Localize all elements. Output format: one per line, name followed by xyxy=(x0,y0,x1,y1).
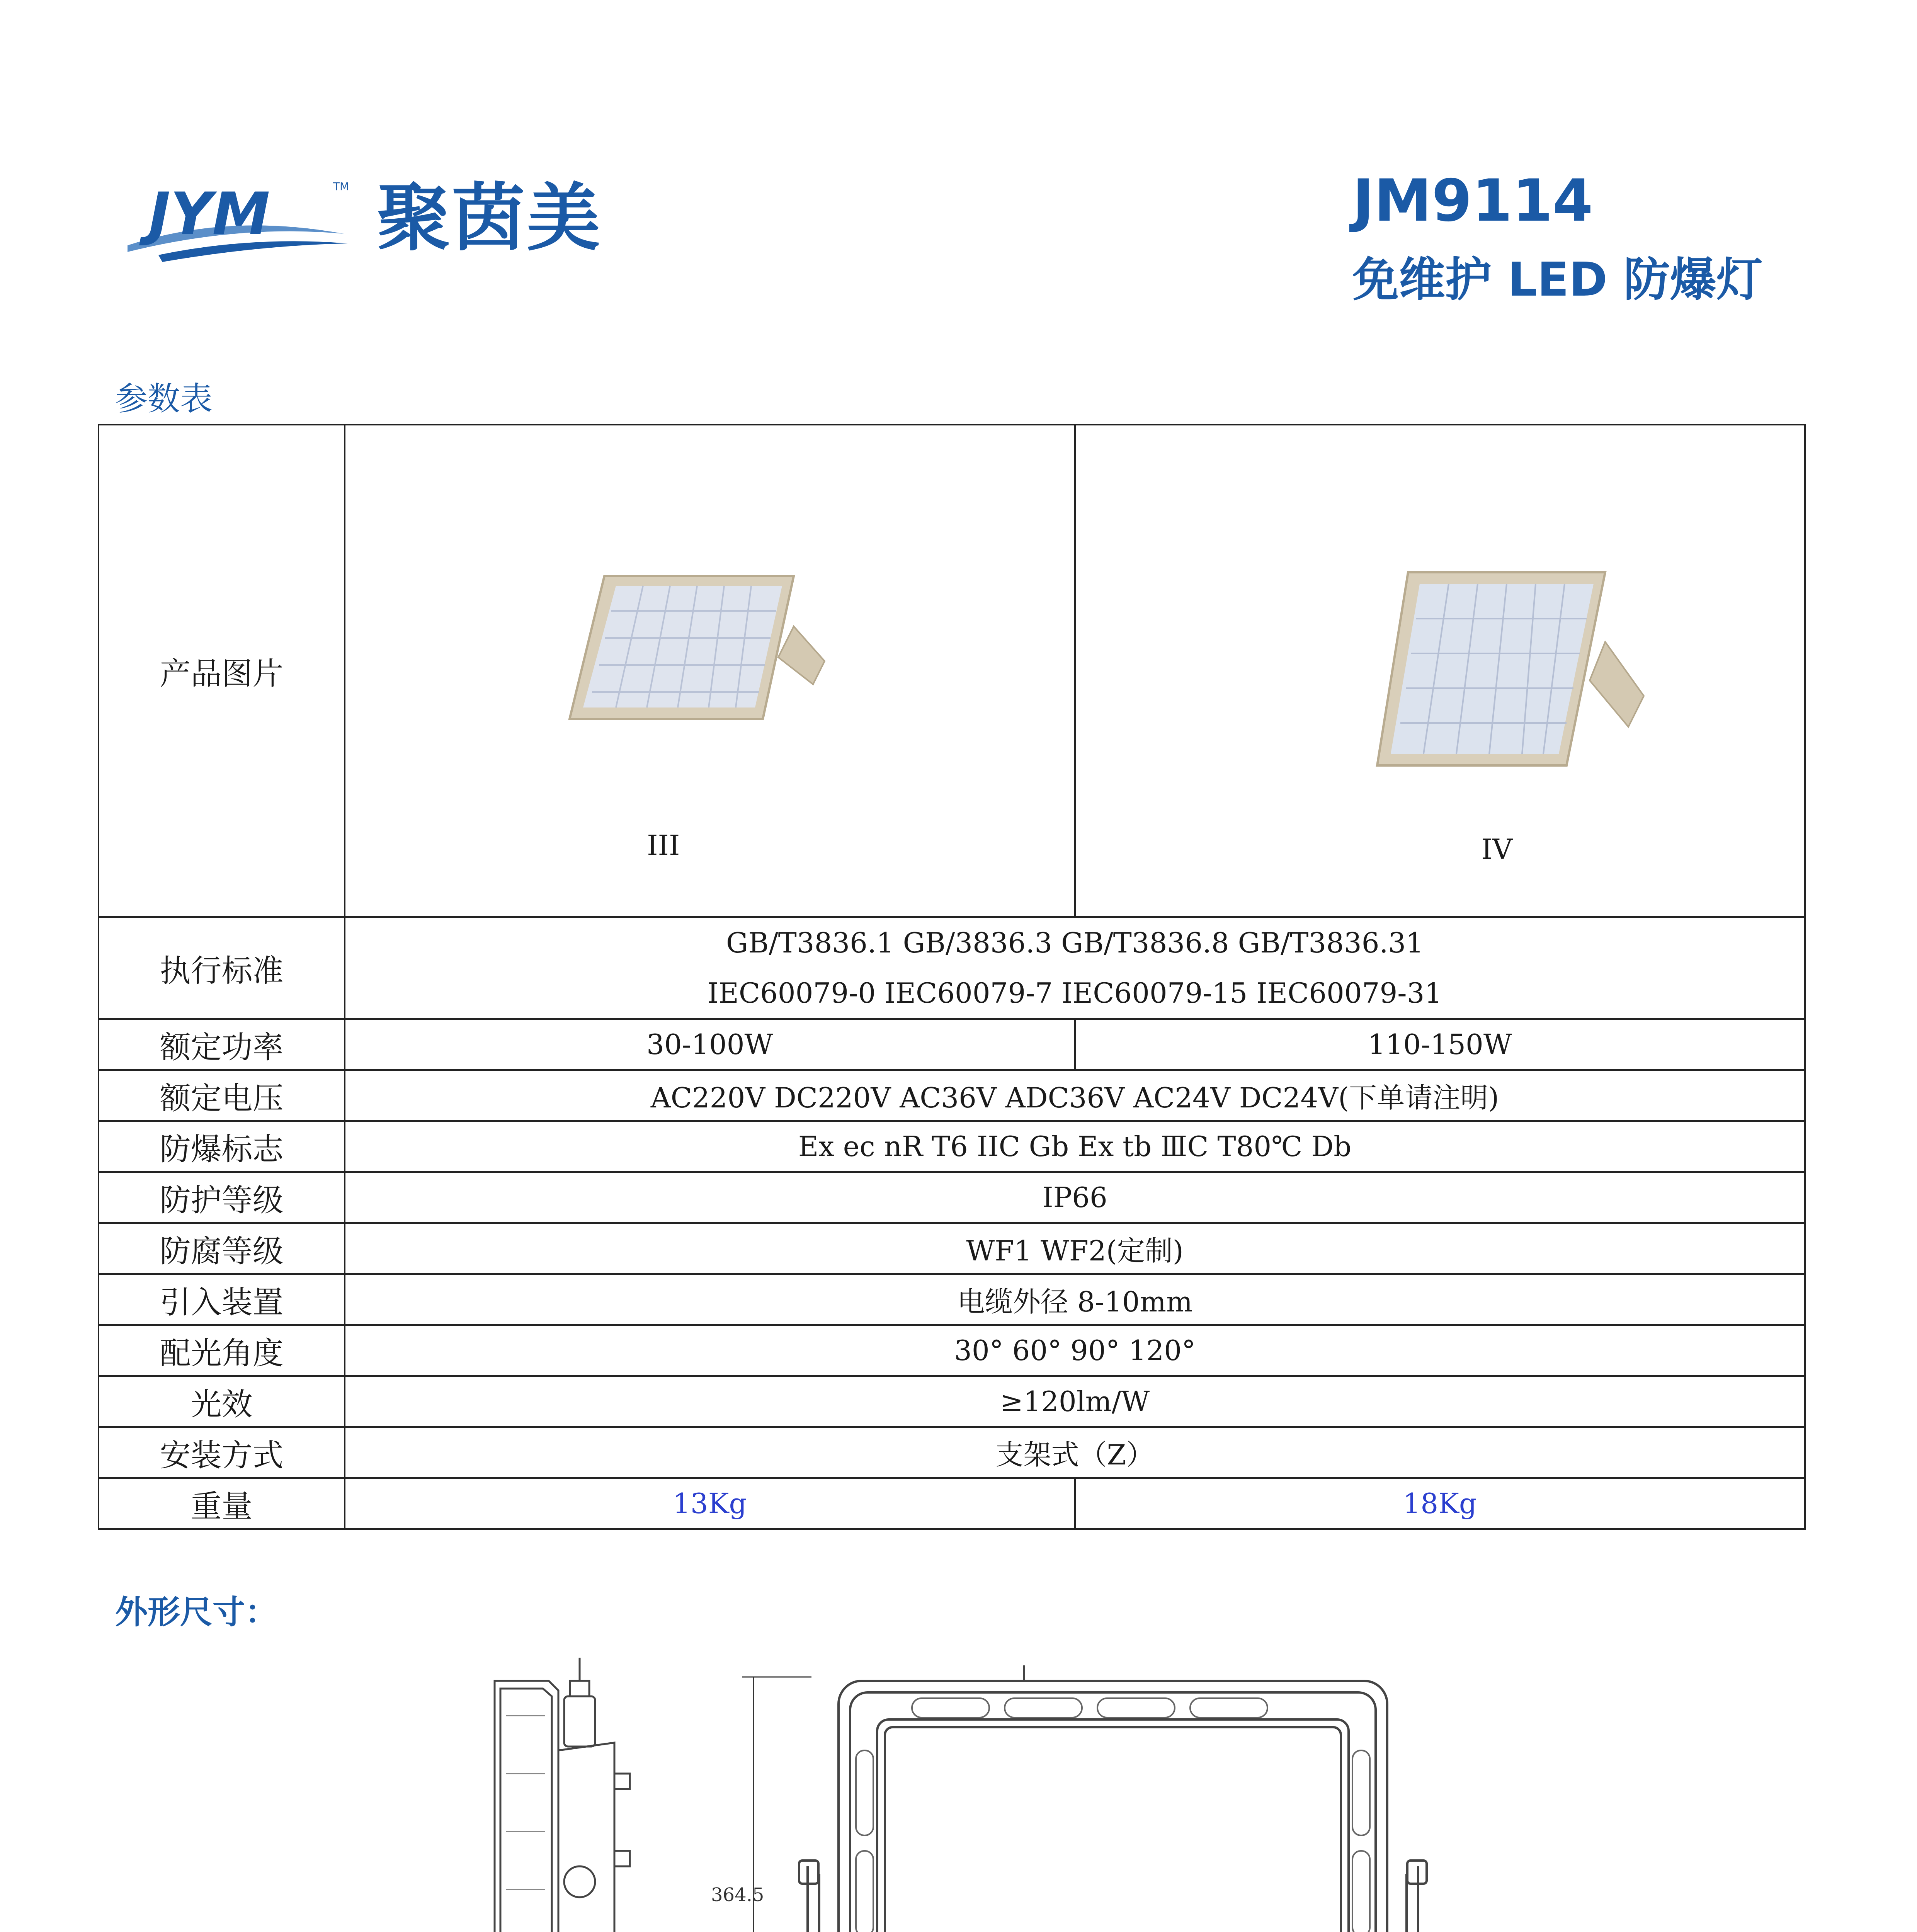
table-row-corrosion xyxy=(99,1223,1805,1274)
row-label: 防爆标志 xyxy=(99,1121,345,1172)
row-label: 重量 xyxy=(99,1478,345,1529)
row-label: 配光角度 xyxy=(99,1325,345,1376)
row-value: IP66 xyxy=(345,1172,1805,1223)
row-label: 安装方式 xyxy=(99,1427,345,1478)
side-view-drawing xyxy=(483,1658,676,1932)
row-label: 产品图片 xyxy=(99,425,345,917)
table-row-ip xyxy=(99,1172,1805,1223)
product-image-cell-iii xyxy=(345,425,1075,917)
table-row-voltage xyxy=(99,1070,1805,1121)
table-row-entry xyxy=(99,1274,1805,1325)
row-value: WF1 WF2(定制) xyxy=(345,1223,1805,1274)
row-value: AC220V DC220V AC36V ADC36V AC24V DC24V(下单请注明) xyxy=(345,1070,1805,1121)
row-value: ≥120lm/W xyxy=(345,1376,1805,1427)
product-image-iv xyxy=(1373,565,1652,781)
row-value-left: 30-100W xyxy=(345,1019,1075,1070)
logo-tm: TM xyxy=(333,180,349,193)
row-label: 防腐等级 xyxy=(99,1223,345,1274)
row-label: 执行标准 xyxy=(99,917,345,1019)
table-row-ex-mark xyxy=(99,1121,1805,1172)
model-number: JM9114 xyxy=(1352,167,1593,235)
row-value: 支架式（Z） xyxy=(345,1427,1805,1478)
params-title: 参数表 xyxy=(115,380,213,418)
front-view-drawing xyxy=(711,1650,1437,1932)
row-label: 光效 xyxy=(99,1376,345,1427)
table-row-weight xyxy=(99,1478,1805,1529)
param-table xyxy=(98,424,1806,1530)
product-image-iii xyxy=(562,568,832,731)
table-row-efficacy xyxy=(99,1376,1805,1427)
image-caption-iii: III xyxy=(647,829,680,862)
row-value-right: 110-150W xyxy=(1075,1019,1805,1070)
standards-line-1: GB/T3836.1 GB/3836.3 GB/T3836.8 GB/T3836.31 xyxy=(726,927,1424,959)
table-row-standards xyxy=(99,917,1805,1019)
table-row-image xyxy=(99,425,1805,917)
product-image-cell-iv xyxy=(1075,425,1805,917)
table-row-power xyxy=(99,1019,1805,1070)
product-name: 免维护 LED 防爆灯 xyxy=(1352,253,1763,307)
row-label: 额定功率 xyxy=(99,1019,345,1070)
brand-logo xyxy=(112,166,359,282)
row-value: 电缆外径 8-10mm xyxy=(345,1274,1805,1325)
standards-line-2: IEC60079-0 IEC60079-7 IEC60079-15 IEC60079-31 xyxy=(707,977,1442,1009)
image-caption-iv: IV xyxy=(1481,833,1512,866)
dims-title: 外形尺寸： xyxy=(115,1593,278,1631)
table-row-mounting xyxy=(99,1427,1805,1478)
row-value: 30° 60° 90° 120° xyxy=(345,1325,1805,1376)
row-value-left: 13Kg xyxy=(345,1478,1075,1529)
row-label: 额定电压 xyxy=(99,1070,345,1121)
row-label: 引入装置 xyxy=(99,1274,345,1325)
row-value-right: 18Kg xyxy=(1075,1478,1805,1529)
table-row-beam xyxy=(99,1325,1805,1376)
logo-letters: JYM xyxy=(149,180,270,248)
row-value: Ex ec nR T6 IIC Gb Ex tb ⅢC T80℃ Db xyxy=(345,1121,1805,1172)
brand-name: 聚茵美 xyxy=(377,175,602,261)
height-dimension: 364.5 xyxy=(711,1884,764,1906)
row-value xyxy=(345,917,1805,1019)
row-label: 防护等级 xyxy=(99,1172,345,1223)
